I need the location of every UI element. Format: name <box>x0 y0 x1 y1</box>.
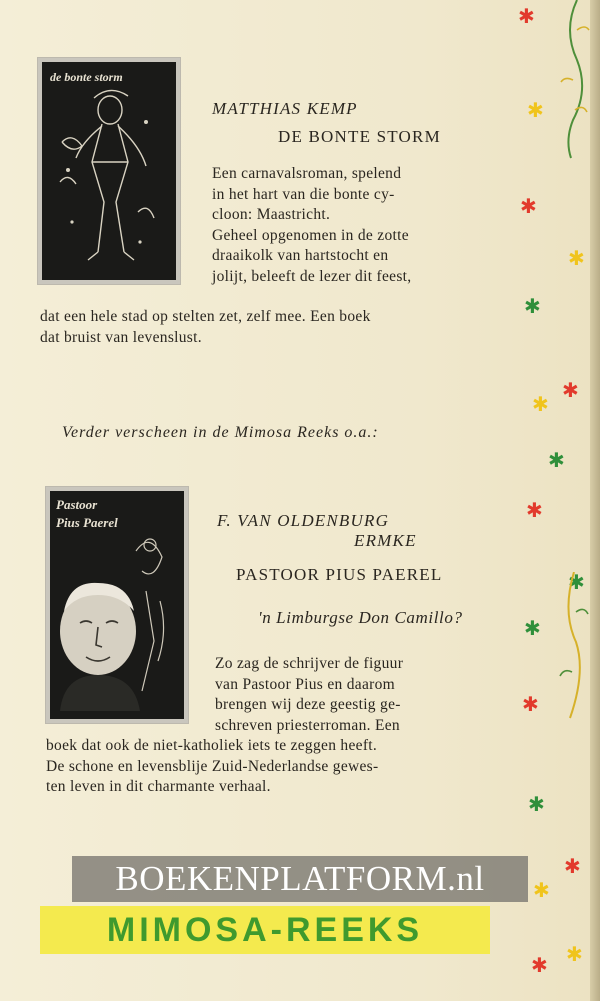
star-icon: ✱ <box>566 942 583 966</box>
cover-title-line2: Pius Paerel <box>56 515 118 530</box>
text-line: dat een hele stad op stelten zet, zelf mee. Een boek <box>40 308 371 325</box>
text-line: boek dat ook de niet-katholiek iets te zeggen heeft. <box>46 737 378 754</box>
series-banner <box>40 906 490 954</box>
star-icon: ✱ <box>522 692 539 716</box>
book1-title: DE BONTE STORM <box>278 127 441 146</box>
cover-illustration <box>42 62 176 280</box>
text-line: Zo zag de schrijver de figuur <box>215 655 404 672</box>
book2-subtitle: 'n Limburgse Don Camillo? <box>258 608 463 627</box>
star-icon: ✱ <box>526 498 543 522</box>
text-line: dat bruist van levenslust. <box>40 328 202 346</box>
star-icon: ✱ <box>524 616 541 640</box>
book2-title: PASTOOR PIUS PAEREL <box>236 565 443 584</box>
vine-decoration <box>555 0 595 160</box>
star-icon: ✱ <box>527 98 544 122</box>
star-icon: ✱ <box>531 953 548 977</box>
text-line: cloon: Maastricht. <box>212 206 331 223</box>
book1-author: MATTHIAS KEMP <box>212 99 358 118</box>
text-line: schreven priesterroman. Een <box>215 716 400 734</box>
star-icon: ✱ <box>528 792 545 816</box>
star-icon: ✱ <box>520 194 537 218</box>
star-icon: ✱ <box>562 378 579 402</box>
book2-description-full <box>46 736 378 798</box>
star-icon: ✱ <box>524 294 541 318</box>
text-line: Een carnavalsroman, spelend <box>212 165 402 182</box>
book1-description-right <box>212 164 411 287</box>
star-icon: ✱ <box>548 448 565 472</box>
vine-decoration <box>556 572 592 722</box>
series-note: Verder verscheen in de Mimosa Reeks o.a.: <box>62 424 379 441</box>
book1-description-full <box>40 307 371 348</box>
text-line: ten leven in dit charmante verhaal. <box>46 778 271 795</box>
text-line: jolijt, beleeft de lezer dit feest, <box>212 267 412 285</box>
text-line: in het hart van die bonte cy- <box>212 185 395 203</box>
book2-author-line1: F. VAN OLDENBURG <box>217 511 390 530</box>
cover-title: de bonte storm <box>50 70 123 84</box>
series-name: MIMOSA-REEKS <box>106 911 424 949</box>
star-icon: ✱ <box>568 246 585 270</box>
text-line: De schone en levensblije Zuid-Nederlandse gewes- <box>46 757 379 775</box>
star-icon: ✱ <box>568 570 585 594</box>
cover-illustration <box>50 491 184 719</box>
book-cover-de-bonte-storm <box>38 58 180 284</box>
star-icon: ✱ <box>532 392 549 416</box>
cover-title-line1: Pastoor <box>56 497 98 512</box>
star-icon: ✱ <box>533 878 550 902</box>
text-line: Geheel opgenomen in de zotte <box>212 226 409 244</box>
text-line: van Pastoor Pius en daarom <box>215 675 395 693</box>
book2-author-line2: ERMKE <box>354 531 417 550</box>
carnival-figure-illustration <box>42 62 168 272</box>
book2-description-right <box>215 654 403 736</box>
star-icon: ✱ <box>518 4 535 28</box>
text-line: draaikolk van hartstocht en <box>212 247 389 264</box>
priest-portrait-illustration <box>50 491 176 711</box>
star-icon: ✱ <box>564 854 581 878</box>
book-cover-pastoor-pius-paerel <box>46 487 188 723</box>
watermark: BOEKENPLATFORM.nl <box>72 856 528 902</box>
text-line: brengen wij deze geestig ge- <box>215 696 401 713</box>
